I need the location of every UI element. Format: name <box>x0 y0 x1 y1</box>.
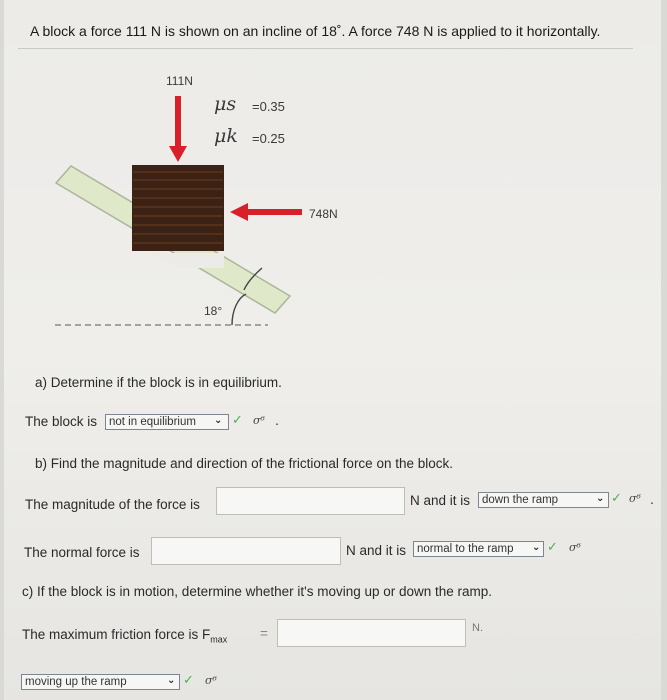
friction-direction-select-value: down the ramp <box>482 494 559 506</box>
down-force-arrow <box>175 96 181 148</box>
equilibrium-select-value: not in equilibrium <box>109 416 196 428</box>
part-b-question: b) Find the magnitude and direction of the frictional force on the block. <box>35 456 453 471</box>
unit-label: N. <box>472 622 483 634</box>
period-mark: . <box>275 412 279 428</box>
friction-direction-select[interactable] <box>478 492 609 508</box>
applied-force-arrow <box>246 209 302 215</box>
motion-direction-select[interactable] <box>21 674 180 690</box>
angle-arc <box>232 294 246 325</box>
angle-label: 18° <box>204 304 223 318</box>
part-a-question: a) Determine if the block is in equilibrium. <box>35 375 282 390</box>
chevron-down-icon: ⌄ <box>167 675 176 686</box>
normal-force-label: The normal force is <box>24 545 140 560</box>
motion-direction-select-value: moving up the ramp <box>25 676 127 688</box>
problem-statement: A block a force 111 N is shown on an incline of 18˚. A force 748 N is applied to it horizontally. <box>30 23 601 39</box>
sigma-icon[interactable]: σ⁶ <box>253 414 265 427</box>
chevron-down-icon: ⌄ <box>532 542 541 553</box>
check-icon: ✓ <box>547 539 558 554</box>
sigma-icon[interactable]: σ⁶ <box>205 674 217 687</box>
magnitude-label: The magnitude of the force is <box>25 497 200 512</box>
period-mark: . <box>650 491 654 507</box>
max-friction-text: The maximum friction force is F <box>22 627 211 642</box>
normal-direction-label: N and it is <box>346 543 407 558</box>
max-subscript: max <box>210 634 228 645</box>
equilibrium-select[interactable] <box>105 414 229 430</box>
check-icon: ✓ <box>611 490 622 505</box>
check-icon: ✓ <box>183 672 194 687</box>
max-friction-label <box>22 627 227 645</box>
direction-label: N and it is <box>410 493 471 508</box>
part-c-question: c) If the block is in motion, determine whether it's moving up or down the ramp. <box>22 584 493 599</box>
down-force-label: 111N <box>166 74 193 88</box>
sigma-icon[interactable]: σ⁶ <box>629 492 641 505</box>
chevron-down-icon: ⌄ <box>214 415 223 426</box>
magnitude-input[interactable] <box>216 487 405 515</box>
max-friction-input[interactable] <box>277 619 466 647</box>
mu-s-symbol: μs <box>214 93 237 115</box>
mu-k-symbol: μk <box>214 125 238 147</box>
mu-s-value: =0.35 <box>252 99 285 114</box>
normal-direction-select-value: normal to the ramp <box>417 543 514 555</box>
wood-block <box>132 165 224 251</box>
check-icon: ✓ <box>232 412 243 427</box>
normal-direction-select[interactable] <box>413 541 544 557</box>
part-a-prefix: The block is <box>25 414 98 429</box>
mu-k-value: =0.25 <box>252 131 285 146</box>
normal-force-input[interactable] <box>151 537 341 565</box>
sigma-icon[interactable]: σ⁶ <box>569 541 581 554</box>
equals-sign: = <box>260 626 268 641</box>
applied-force-label: 748N <box>309 207 338 221</box>
chevron-down-icon: ⌄ <box>596 493 605 504</box>
